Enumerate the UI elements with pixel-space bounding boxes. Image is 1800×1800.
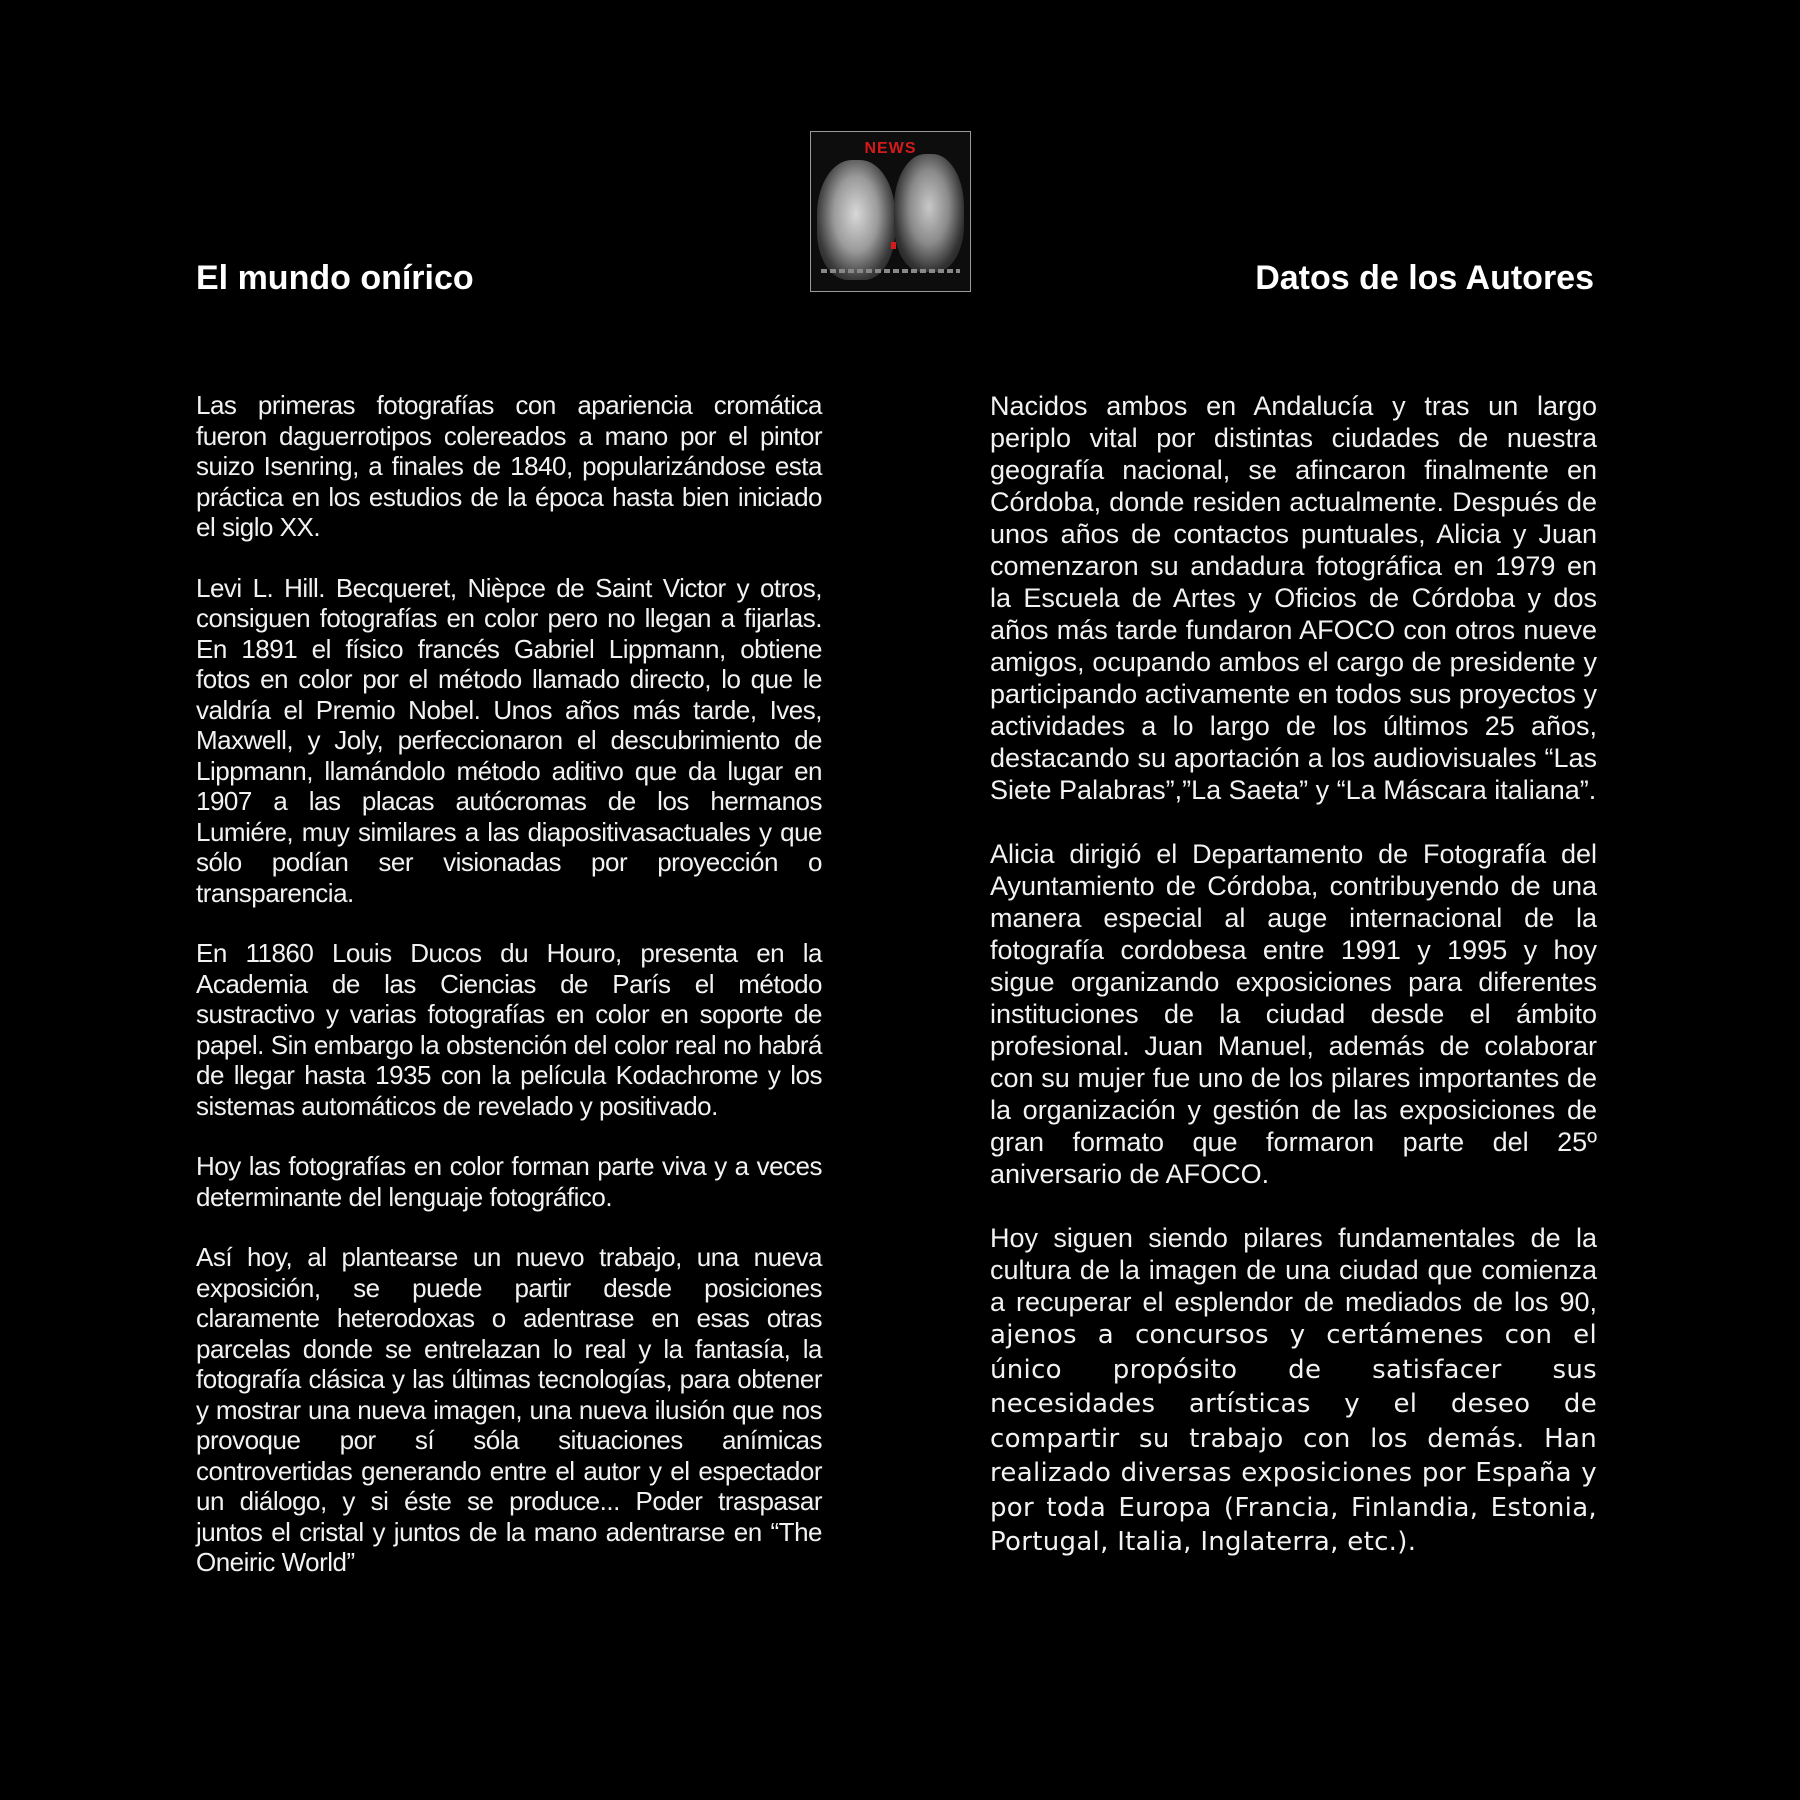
right-final-part2: ajenos a concursos y certámenes con el único propósito de satisfacer sus necesidades artísticas y el deseo de compartir su trabajo con los demás. Han realizado diversas exposiciones por España y por toda Europa (Francia, Finlandia, Estonia, Portugal, Italia, Inglaterra, etc.). — [990, 1320, 1597, 1557]
right-final-part1: Hoy siguen siendo pilares fundamentales de la cultura de la imagen de una ciudad que comienza a recuperar el esplendor de mediados de los 90, — [990, 1223, 1597, 1317]
left-column — [196, 390, 822, 1608]
cover-caption — [821, 269, 960, 273]
right-paragraph: Alicia dirigió el Departamento de Fotografía del Ayuntamiento de Córdoba, contribuyendo de una manera especial al auge internacional de la fotografía cordobesa entre 1991 y 1995 y hoy sigue organizando exposiciones para diferentes instituciones de la ciudad desde el ámbito profesional. Juan Manuel, además de colaborar con su mujer fue uno de los pilares importantes de la organización y gestión de las exposiciones de gran formato que formaron parte del 25º aniversario de AFOCO. — [990, 839, 1597, 1189]
cover-portrait-man — [894, 154, 964, 272]
cover-mark — [891, 242, 896, 249]
right-paragraph: Nacidos ambos en Andalucía y tras un largo periplo vital por distintas ciudades de nuestra geografía nacional, se afincaron finalmente en Córdoba, donde residen actualmente. Después de unos años de contactos puntuales, Alicia y Juan comenzaron su andadura fotográfica en 1979 en la Escuela de Artes y Oficios de Córdoba y dos años más tarde fundaron AFOCO con otros nueve amigos, ocupando ambos el cargo de presidente y participando activamente en todos sus proyectos y actividades a lo largo de los últimos 25 años, destacando su aportación a los audiovisuales “Las Siete Palabras”,”La Saeta” y “La Máscara italiana”. — [990, 391, 1597, 805]
right-column — [990, 390, 1597, 1592]
right-title: Datos de los Autores — [1255, 259, 1594, 297]
cover-thumbnail — [810, 131, 971, 292]
cover-logo: NEWS — [864, 140, 917, 157]
right-paragraph-final — [990, 1222, 1597, 1560]
left-title: El mundo onírico — [196, 259, 474, 297]
left-paragraph: Hoy las fotografías en color forman parte viva y a veces determinante del lenguaje fotográfico. — [196, 1151, 822, 1212]
left-paragraph: En 11860 Louis Ducos du Houro, presenta en la Academia de las Ciencias de París el método sustractivo y varias fotografías en color en soporte de papel. Sin embargo la obstención del color real no habrá de llegar hasta 1935 con la película Kodachrome y los sistemas automáticos de revelado y positivado. — [196, 938, 822, 1121]
left-paragraph: Así hoy, al plantearse un nuevo trabajo, una nueva exposición, se puede partir desde posiciones claramente heterodoxas o adentrase en esas otras parcelas donde se entrelazan lo real y la fantasía, la fotografía clásica y las últimas tecnologías, para obtener y mostrar una nueva imagen, una nueva ilusión que nos provoque por sí sóla situaciones anímicas controvertidas generando entre el autor y el espectador un diálogo, y si éste se produce... Poder traspasar juntos el cristal y juntos de la mano adentrarse en “The Oneiric World” — [196, 1242, 822, 1577]
cover-portrait-woman — [817, 160, 895, 280]
left-paragraph: Las primeras fotografías con apariencia cromática fueron daguerrotipos colereados a mano por el pintor suizo Isenring, a finales de 1840, popularizándose esta práctica en los estudios de la época hasta bien iniciado el siglo XX. — [196, 390, 822, 542]
left-paragraph: Levi L. Hill. Becqueret, Nièpce de Saint Victor y otros, consiguen fotografías en color pero no llegan a fijarlas. En 1891 el físico francés Gabriel Lippmann, obtiene fotos en color por el método llamado directo, lo que le valdría el Premio Nobel. Unos años más tarde, Ives, Maxwell, y Joly, perfeccionaron el descubrimiento de Lippmann, llamándolo método aditivo que da lugar en 1907 a las placas autócromas de los hermanos Lumiére, muy similares a las diapositivasactuales y que sólo podían ser visionadas por proyección o transparencia. — [196, 572, 822, 908]
